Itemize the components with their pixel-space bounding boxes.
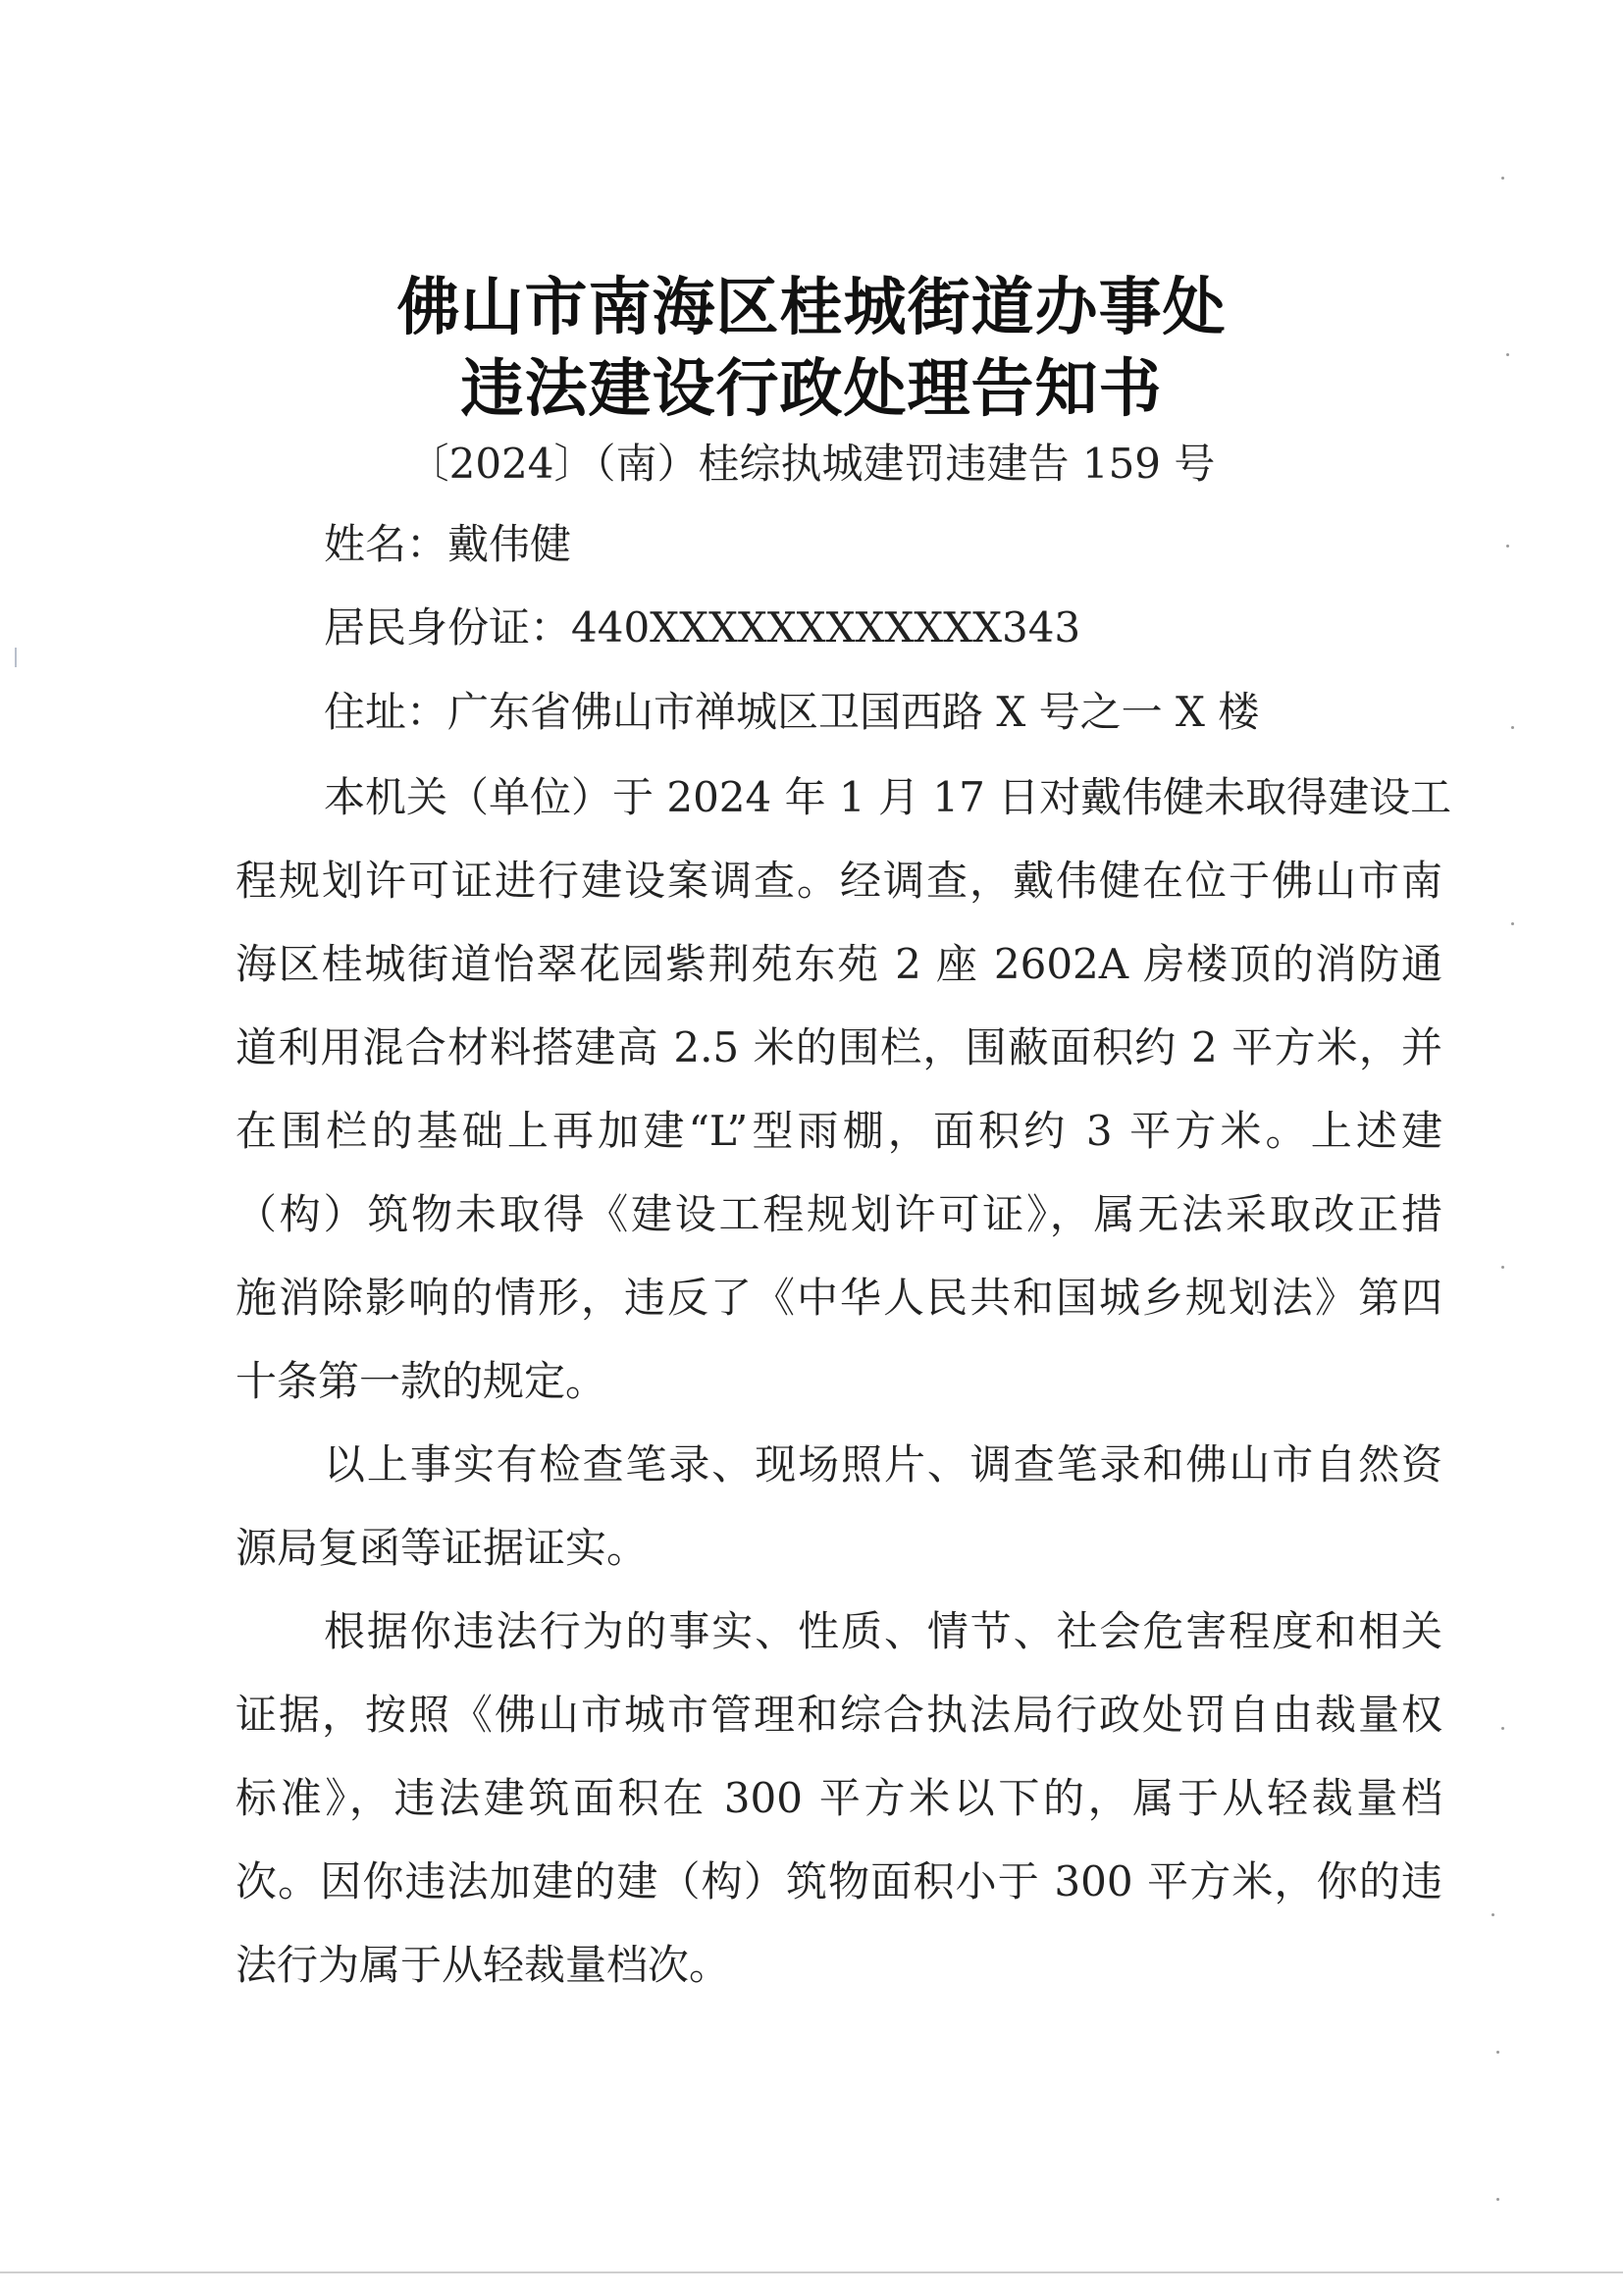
paragraph-1-line: 施消除影响的情形，违反了《中华人民共和国城乡规划法》第四	[236, 1274, 1442, 1322]
scan-artifact	[1511, 726, 1514, 729]
scan-artifact	[1506, 545, 1509, 548]
scan-artifact	[1501, 1266, 1504, 1269]
document-number: 〔2024〕（南）桂综执城建罚违建告 159 号	[407, 440, 1216, 488]
scan-artifact	[1496, 2198, 1499, 2201]
paragraph-1-line: 道利用混合材料搭建高 2.5 米的围栏，围蔽面积约 2 平方米，并	[236, 1023, 1442, 1071]
scan-artifact	[1492, 1913, 1494, 1916]
paragraph-3-line: 法行为属于从轻裁量档次。	[236, 1941, 731, 1989]
scan-edge-line	[0, 2271, 1623, 2273]
document-title-line1: 佛山市南海区桂城街道办事处	[396, 271, 1227, 344]
scan-artifact	[15, 648, 17, 667]
paragraph-3-line: 次。因你违法加建的建（构）筑物面积小于 300 平方米，你的违	[236, 1857, 1442, 1905]
paragraph-1-line: 本机关（单位）于 2024 年 1 月 17 日对戴伟健未取得建设工	[324, 773, 1452, 821]
paragraph-1-line: 十条第一款的规定。	[236, 1357, 607, 1405]
paragraph-1-line: 海区桂城街道怡翠花园紫荆苑东苑 2 座 2602A 房楼顶的消防通	[236, 940, 1442, 988]
paragraph-3-line: 根据你违法行为的事实、性质、情节、社会危害程度和相关	[324, 1607, 1442, 1655]
scan-artifact	[1506, 353, 1509, 356]
paragraph-2-line: 源局复函等证据证实。	[236, 1524, 649, 1572]
scan-artifact	[1496, 2051, 1499, 2054]
paragraph-3-line: 标准》，违法建筑面积在 300 平方米以下的，属于从轻裁量档	[236, 1774, 1442, 1822]
paragraph-3-line: 证据，按照《佛山市城市管理和综合执法局行政处罚自由裁量权	[236, 1691, 1442, 1739]
scan-artifact	[1501, 1727, 1504, 1730]
name-field: 姓名：戴伟健	[324, 520, 572, 568]
address-field: 住址：广东省佛山市禅城区卫国西路 X 号之一 X 楼	[324, 688, 1260, 736]
document-title-line2: 违法建设行政处理告知书	[460, 352, 1163, 426]
paragraph-1-line: （构）筑物未取得《建设工程规划许可证》，属无法采取改正措	[236, 1190, 1442, 1238]
scan-artifact	[1511, 922, 1514, 925]
paragraph-2-line: 以上事实有检查笔录、现场照片、调查笔录和佛山市自然资	[324, 1440, 1442, 1488]
id-card-field: 居民身份证：440XXXXXXXXXXXX343	[324, 603, 1081, 652]
scan-artifact	[1501, 177, 1504, 180]
paragraph-1-line: 程规划许可证进行建设案调查。经调查，戴伟健在位于佛山市南	[236, 857, 1442, 905]
paragraph-1-line: 在围栏的基础上再加建“L”型雨棚，面积约 3 平方米。上述建	[236, 1107, 1442, 1155]
